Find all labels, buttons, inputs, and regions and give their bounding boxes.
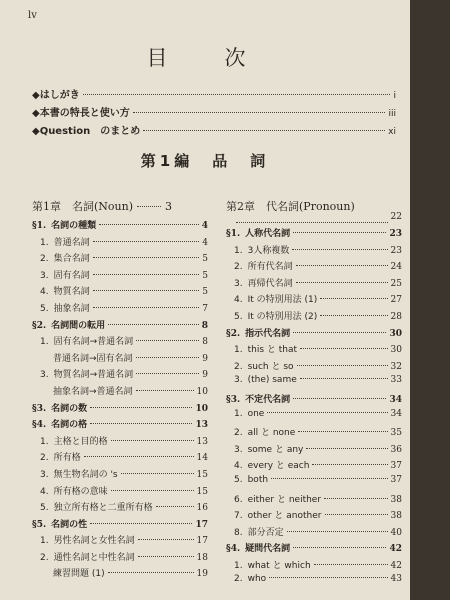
- entry-label: It の特別用法 (2): [247, 311, 318, 322]
- entry-number: 4.: [40, 287, 49, 298]
- entry-number: 5.: [234, 474, 243, 485]
- toc-entry: [226, 458, 402, 475]
- front-matter-item: [32, 122, 396, 140]
- entry-page: 16: [196, 503, 208, 514]
- toc-entry: [226, 292, 402, 309]
- leader-dots: [296, 282, 388, 283]
- leader-dots: [292, 249, 387, 250]
- leader-dots: [136, 373, 199, 374]
- entry-page: 42: [390, 560, 402, 571]
- entry-number: 1.: [234, 560, 243, 571]
- entry-label: 指示代名詞: [245, 328, 291, 339]
- front-matter-list: [32, 86, 396, 140]
- leader-dots: [133, 112, 386, 113]
- toc-entry: [32, 301, 208, 318]
- entry-label: 男性名詞と女性名詞: [53, 536, 135, 547]
- entry-number: 3.: [234, 278, 243, 289]
- entry-page: 28: [390, 311, 402, 322]
- entry-page: 14: [196, 453, 208, 464]
- leader-dots: [324, 498, 388, 499]
- toc-entry: [32, 450, 208, 467]
- toc-entry: [32, 351, 208, 368]
- entry-label: 抽象名詞: [53, 303, 90, 314]
- chapter-page: 22: [390, 212, 402, 222]
- entry-number: 2.: [234, 428, 243, 439]
- entry-number: 2.: [40, 254, 49, 265]
- leader-dots: [271, 478, 388, 479]
- leader-dots: [136, 357, 200, 358]
- entry-number: 1.: [40, 436, 49, 447]
- toc-entry: [226, 359, 402, 376]
- entry-label: 所有格の意味: [53, 486, 108, 497]
- entry-number: 1.: [40, 536, 49, 547]
- entry-number: 4.: [234, 461, 243, 472]
- entry-page: 8: [201, 320, 208, 331]
- entry-label: 所有格: [53, 453, 81, 464]
- entry-number: 6.: [234, 494, 243, 505]
- entry-number: 5.: [234, 311, 243, 322]
- toc-section: [226, 392, 402, 409]
- entry-number: 1.: [234, 345, 243, 356]
- toc-entry: [226, 309, 402, 326]
- entry-page: 7: [202, 303, 208, 314]
- entry-page: 42: [389, 544, 402, 555]
- leader-dots: [312, 464, 387, 465]
- entry-number: §4.: [226, 544, 241, 555]
- entry-number: §5.: [32, 519, 47, 530]
- toc-section: [32, 401, 208, 418]
- entry-label: either と neither: [247, 494, 322, 505]
- leader-dots: [90, 523, 192, 524]
- toc-entry: [226, 508, 402, 525]
- leader-dots: [93, 307, 200, 308]
- toc-section: [226, 326, 402, 343]
- toc-section: [226, 541, 402, 558]
- entry-number: §1.: [226, 229, 241, 239]
- entry-page: 33: [390, 375, 402, 386]
- entry-page: 25: [390, 278, 402, 289]
- chapter-label: 第2章 代名詞(Pronoun): [226, 200, 355, 213]
- entry-page: 34: [390, 408, 402, 419]
- entry-page: 19: [196, 569, 208, 580]
- leader-dots: [93, 274, 200, 275]
- entry-page: 23: [390, 245, 402, 256]
- toc-entry: [32, 334, 208, 351]
- entry-page: 40: [390, 527, 402, 538]
- entry-label: 独立所有格と二重所有格: [53, 503, 153, 514]
- leader-dots: [320, 315, 387, 316]
- entry-number: 3.: [40, 270, 49, 281]
- entry-label: 固有名詞→普通名詞: [53, 337, 134, 348]
- entry-page: 18: [196, 552, 208, 563]
- leader-dots: [90, 407, 192, 408]
- entry-label: 抽象名詞→普通名詞: [53, 386, 133, 397]
- entry-number: 3.: [40, 469, 49, 480]
- front-matter-label: ◆Question のまとめ: [32, 126, 141, 137]
- entry-label: some と any: [247, 444, 304, 455]
- toc-entry: [226, 492, 402, 509]
- toc-entry: [32, 467, 208, 484]
- entry-number: 5.: [40, 503, 49, 514]
- toc-entry: [226, 425, 402, 442]
- entry-page: 30: [390, 345, 402, 356]
- entry-page: 9: [202, 353, 208, 364]
- entry-page: 37: [390, 474, 402, 485]
- entry-label: other と another: [247, 511, 322, 522]
- entry-page: 13: [195, 420, 208, 431]
- entry-number: 3.: [234, 444, 243, 455]
- entry-label: what と which: [247, 560, 311, 571]
- entry-page: 4: [201, 221, 208, 231]
- leader-dots: [136, 340, 199, 341]
- entry-label: 人称代名詞: [245, 229, 291, 239]
- entry-number: §1.: [32, 221, 47, 231]
- entry-page: 38: [390, 511, 402, 522]
- entry-page: 23: [389, 229, 402, 239]
- toc-entry: [32, 251, 208, 268]
- entry-label: 再帰代名詞: [247, 278, 293, 289]
- leader-dots: [297, 365, 388, 366]
- toc-entry: [32, 484, 208, 501]
- toc-entry: [32, 235, 208, 252]
- leader-dots: [138, 539, 194, 540]
- leader-dots: [293, 232, 386, 233]
- toc-section: [32, 318, 208, 335]
- entry-label: 名詞間の転用: [51, 320, 106, 331]
- entry-number: 4.: [40, 486, 49, 497]
- leader-dots: [121, 473, 194, 474]
- toc-entry: [32, 533, 208, 550]
- entry-label: 名詞の格: [51, 420, 88, 431]
- toc-entry: [32, 550, 208, 567]
- entry-page: 9: [202, 370, 208, 381]
- leader-dots: [296, 265, 388, 266]
- leader-dots: [293, 332, 386, 333]
- leader-dots: [93, 290, 200, 291]
- entry-label: 無生物名詞の 's: [53, 469, 118, 480]
- page-title: 目 次: [146, 46, 264, 70]
- leader-dots: [300, 348, 388, 349]
- entry-number: 1.: [40, 337, 49, 348]
- chapter-page-row: [226, 212, 402, 226]
- entry-label: (the) same: [247, 375, 297, 386]
- leader-dots: [138, 556, 194, 557]
- entry-label: 名詞の種類: [51, 221, 97, 231]
- entry-number: 2.: [40, 552, 49, 563]
- entry-label: all と none: [247, 428, 296, 439]
- entry-page: 24: [390, 262, 402, 273]
- entry-label: this と that: [247, 345, 298, 356]
- leader-dots: [108, 572, 194, 573]
- entry-label: 名詞の性: [51, 519, 88, 530]
- entry-number: §2.: [32, 320, 47, 331]
- entry-page: 36: [390, 444, 402, 455]
- leader-dots: [83, 94, 391, 95]
- entry-label: who: [247, 574, 267, 585]
- entry-page: 17: [195, 519, 208, 530]
- leader-dots: [236, 209, 388, 223]
- page-number: lv: [28, 10, 37, 21]
- toc-section: [32, 517, 208, 534]
- entry-label: 普通名詞→固有名詞: [53, 353, 133, 364]
- leader-dots: [156, 506, 194, 507]
- entry-page: 8: [202, 337, 208, 348]
- entry-page: 15: [196, 469, 208, 480]
- entry-page: 13: [196, 436, 208, 447]
- entry-label: 普通名詞: [53, 237, 90, 248]
- front-matter-item: [32, 104, 396, 122]
- leader-dots: [136, 390, 194, 391]
- entry-number: 1.: [234, 408, 243, 419]
- toc-section: [32, 218, 208, 235]
- entry-number: 3.: [40, 370, 49, 381]
- toc-entry: [32, 367, 208, 384]
- leader-dots: [137, 206, 161, 207]
- leader-dots: [325, 514, 388, 515]
- entry-number: §4.: [32, 420, 47, 431]
- toc-entry: [226, 259, 402, 276]
- part-title: 第1編 品 詞: [140, 152, 270, 170]
- entry-page: 34: [389, 394, 402, 405]
- entry-number: 8.: [234, 527, 243, 538]
- entry-page: 35: [390, 428, 402, 439]
- chapter-page: 3: [165, 200, 172, 213]
- leader-dots: [143, 130, 385, 131]
- entry-label: both: [247, 474, 269, 485]
- toc-entry: [32, 284, 208, 301]
- toc-entry: [226, 342, 402, 359]
- entry-label: 練習問題 (1): [53, 569, 105, 580]
- toc-column-right: [226, 198, 402, 591]
- entry-list: [32, 218, 208, 583]
- entry-label: 主格と目的格: [53, 436, 108, 447]
- entry-number: 2.: [234, 574, 243, 585]
- entry-label: 所有代名詞: [247, 262, 293, 273]
- entry-number: 2.: [40, 453, 49, 464]
- leader-dots: [267, 412, 387, 413]
- front-matter-page: i: [393, 91, 396, 101]
- entry-number: 5.: [40, 303, 49, 314]
- leader-dots: [287, 531, 388, 532]
- entry-label: such と so: [247, 361, 294, 372]
- front-matter-page: iii: [388, 109, 396, 119]
- entry-page: 37: [390, 461, 402, 472]
- toc-entry: [226, 276, 402, 293]
- toc-entry: [32, 434, 208, 451]
- leader-dots: [269, 577, 387, 578]
- entry-label: one: [247, 408, 265, 419]
- entry-number: 1.: [40, 237, 49, 248]
- entry-page: 30: [389, 328, 402, 339]
- entry-label: 物質名詞: [53, 287, 90, 298]
- toc-entry: [226, 558, 402, 575]
- entry-page: 27: [390, 295, 402, 306]
- entry-label: 名詞の数: [51, 403, 88, 414]
- toc-section: [32, 417, 208, 434]
- entry-number: 7.: [234, 511, 243, 522]
- toc-entry: [32, 500, 208, 517]
- toc-entry: [32, 268, 208, 285]
- entry-label: 通性名詞と中性名詞: [53, 552, 135, 563]
- entry-list: [226, 226, 402, 591]
- entry-number: 4.: [234, 295, 243, 306]
- entry-page: 5: [202, 287, 208, 298]
- entry-number: §2.: [226, 328, 241, 339]
- entry-page: 38: [390, 494, 402, 505]
- entry-page: 43: [390, 574, 402, 585]
- leader-dots: [298, 431, 387, 432]
- leader-dots: [108, 324, 199, 325]
- toc-entry: [226, 525, 402, 542]
- entry-page: 10: [196, 386, 208, 397]
- entry-page: 4: [202, 237, 208, 248]
- entry-page: 17: [196, 536, 208, 547]
- entry-number: §3.: [226, 394, 241, 405]
- toc-entry: [226, 243, 402, 260]
- leader-dots: [84, 456, 194, 457]
- front-matter-page: xi: [388, 127, 396, 137]
- front-matter-item: [32, 86, 396, 104]
- entry-number: 2.: [234, 361, 243, 372]
- entry-label: 集合名詞: [53, 254, 90, 265]
- leader-dots: [306, 448, 387, 449]
- front-matter-label: ◆はしがき: [32, 90, 80, 101]
- leader-dots: [300, 378, 388, 379]
- entry-page: 15: [196, 486, 208, 497]
- entry-page: 5: [202, 254, 208, 265]
- toc-entry: [226, 475, 402, 492]
- leader-dots: [93, 257, 200, 258]
- leader-dots: [293, 547, 386, 548]
- entry-number: §3.: [32, 403, 47, 414]
- leader-dots: [90, 423, 192, 424]
- entry-page: 10: [195, 403, 208, 414]
- entry-number: 3.: [234, 375, 243, 386]
- leader-dots: [93, 241, 200, 242]
- toc-section: [226, 226, 402, 243]
- entry-page: 32: [390, 361, 402, 372]
- toc-entry: [32, 384, 208, 401]
- chapter-label: 第1章 名詞(Noun): [32, 200, 133, 213]
- leader-dots: [111, 490, 194, 491]
- leader-dots: [111, 440, 194, 441]
- toc-entry: [226, 409, 402, 426]
- chapter-heading: [32, 198, 208, 218]
- entry-label: 部分否定: [247, 527, 284, 538]
- entry-label: It の特別用法 (1): [247, 295, 318, 306]
- leader-dots: [314, 564, 388, 565]
- entry-number: 2.: [234, 262, 243, 273]
- toc-entry: [226, 375, 402, 392]
- leader-dots: [99, 224, 199, 225]
- entry-label: 疑問代名詞: [245, 544, 291, 555]
- entry-label: 3人称複数: [247, 245, 290, 256]
- front-matter-label: ◆本書の特長と使い方: [32, 108, 130, 119]
- toc-column-left: [32, 198, 208, 583]
- entry-number: 1.: [234, 245, 243, 256]
- leader-dots: [320, 298, 387, 299]
- toc-entry: [226, 442, 402, 459]
- toc-entry: [226, 574, 402, 591]
- leader-dots: [293, 398, 386, 399]
- entry-page: 5: [202, 270, 208, 281]
- toc-entry: [32, 566, 208, 583]
- page-edge-shadow: [410, 0, 450, 600]
- entry-label: 固有名詞: [53, 270, 90, 281]
- entry-label: 不定代名詞: [245, 394, 291, 405]
- entry-label: 物質名詞→普通名詞: [53, 370, 134, 381]
- entry-label: every と each: [247, 461, 310, 472]
